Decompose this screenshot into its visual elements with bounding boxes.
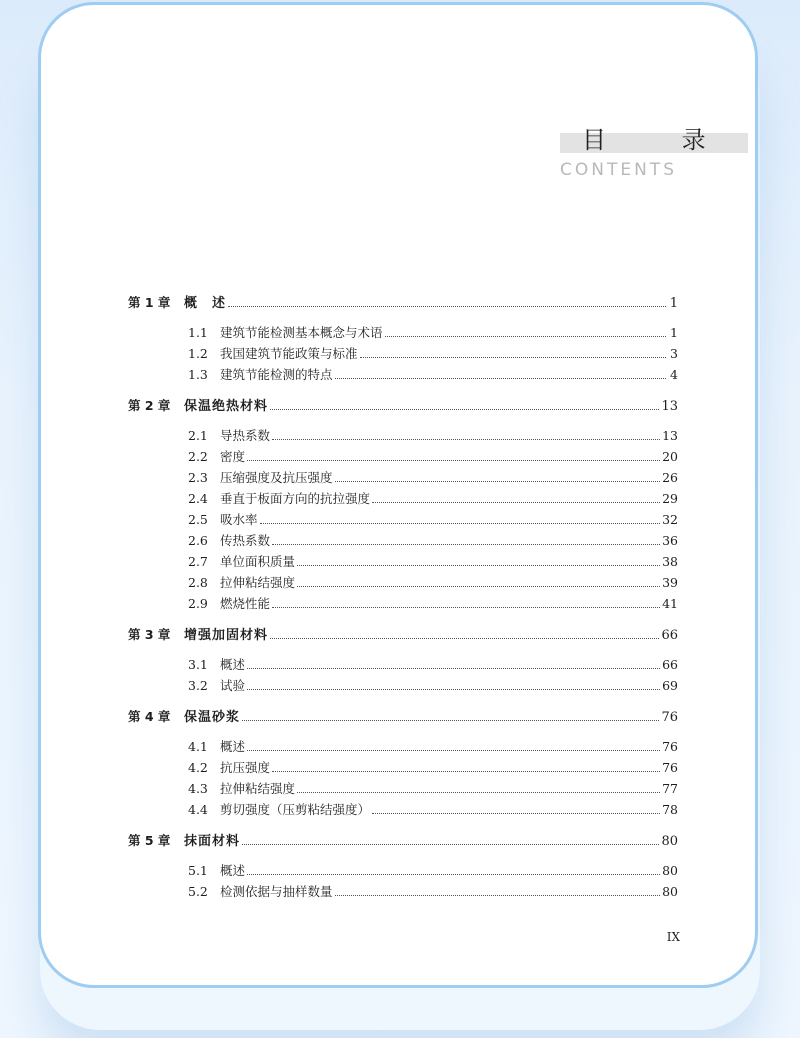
- toc-entry-page: 26: [662, 470, 678, 485]
- toc-entry-page: 39: [662, 575, 678, 590]
- toc-entry-page: 3: [670, 346, 678, 361]
- toc-section-entry[interactable]: [128, 488, 678, 509]
- toc-entry-page: 13: [662, 428, 678, 443]
- dot-leader: [372, 812, 660, 814]
- toc-entry-title: 抹面材料: [184, 834, 241, 849]
- toc-entry-number: 2.8: [188, 575, 208, 590]
- toc-entry-page: 29: [662, 491, 678, 506]
- page-title: 目 录: [582, 126, 740, 154]
- toc-entry-page: 66: [662, 657, 678, 672]
- toc-entry-page: 38: [662, 554, 678, 569]
- toc-entry-page: 41: [662, 596, 678, 611]
- toc-section-entry[interactable]: [128, 322, 678, 343]
- toc-entry-page: 66: [661, 628, 678, 643]
- toc-entry-page: 13: [661, 399, 678, 414]
- table-of-contents: [128, 292, 678, 902]
- toc-section-entry[interactable]: [128, 860, 678, 881]
- toc-section-entry[interactable]: [128, 343, 678, 364]
- dot-leader: [372, 501, 660, 503]
- dot-leader: [270, 408, 659, 410]
- toc-entry-number: 第 1 章: [128, 295, 171, 310]
- toc-chapter-entry[interactable]: [128, 292, 678, 313]
- toc-entry-number: 2.6: [188, 533, 208, 548]
- toc-section-entry[interactable]: [128, 799, 678, 820]
- toc-entry-number: 2.1: [188, 428, 208, 443]
- toc-entry-number: 1.1: [188, 325, 208, 340]
- toc-entry-title: 建筑节能检测基本概念与术语: [220, 325, 383, 340]
- toc-section-entry[interactable]: [128, 593, 678, 614]
- dot-leader: [247, 873, 660, 875]
- toc-section-entry[interactable]: [128, 572, 678, 593]
- toc-section-entry[interactable]: [128, 654, 678, 675]
- toc-section-entry[interactable]: [128, 675, 678, 696]
- toc-entry-title: 吸水率: [220, 512, 258, 527]
- toc-entry-number: 5.1: [188, 863, 208, 878]
- dot-leader: [270, 637, 659, 639]
- dot-leader: [272, 770, 660, 772]
- toc-entry-title: 保温砂浆: [184, 710, 241, 725]
- toc-section-entry[interactable]: [128, 509, 678, 530]
- toc-entry-title: 拉伸粘结强度: [220, 781, 296, 796]
- toc-entry-number: 第 2 章: [128, 398, 171, 413]
- toc-entry-title: 抗压强度: [220, 760, 271, 775]
- toc-entry-number: 第 4 章: [128, 709, 171, 724]
- dot-leader: [360, 356, 666, 358]
- toc-entry-number: 2.3: [188, 470, 208, 485]
- toc-entry-number: 5.2: [188, 884, 208, 899]
- toc-entry-number: 1.3: [188, 367, 208, 382]
- dot-leader: [228, 305, 666, 307]
- toc-entry-title: 检测依据与抽样数量: [220, 884, 333, 899]
- toc-entry-number: 4.1: [188, 739, 208, 754]
- toc-section-entry[interactable]: [128, 757, 678, 778]
- toc-entry-number: 第 3 章: [128, 627, 171, 642]
- dot-leader: [247, 688, 660, 690]
- toc-entry-page: 32: [662, 512, 678, 527]
- toc-entry-title: 传热系数: [220, 533, 271, 548]
- dot-leader: [297, 585, 660, 587]
- toc-entry-title: 概述: [220, 863, 246, 878]
- toc-chapter-entry[interactable]: [128, 706, 678, 727]
- toc-entry-number: 1.2: [188, 346, 208, 361]
- toc-entry-number: 2.7: [188, 554, 208, 569]
- dot-leader: [272, 438, 660, 440]
- toc-entry-title: 压缩强度及抗压强度: [220, 470, 333, 485]
- toc-section-entry[interactable]: [128, 364, 678, 385]
- toc-entry-title: 拉伸粘结强度: [220, 575, 296, 590]
- dot-leader: [385, 335, 666, 337]
- toc-entry-page: 76: [662, 739, 678, 754]
- toc-entry-title: 保温绝热材料: [184, 399, 269, 414]
- toc-entry-number: 3.1: [188, 657, 208, 672]
- dot-leader: [247, 667, 660, 669]
- toc-section-entry[interactable]: [128, 530, 678, 551]
- toc-entry-page: 76: [662, 760, 678, 775]
- dot-leader: [247, 459, 660, 461]
- dot-leader: [297, 791, 660, 793]
- toc-entry-number: 4.4: [188, 802, 208, 817]
- toc-entry-title: 概述: [220, 657, 246, 672]
- toc-entry-title: 概述: [220, 739, 246, 754]
- toc-entry-number: 4.3: [188, 781, 208, 796]
- dot-leader: [335, 894, 661, 896]
- dot-leader: [260, 522, 661, 524]
- toc-entry-page: 78: [662, 802, 678, 817]
- toc-entry-number: 第 5 章: [128, 833, 171, 848]
- toc-section-entry[interactable]: [128, 778, 678, 799]
- toc-section-entry[interactable]: [128, 881, 678, 902]
- toc-entry-title: 试验: [220, 678, 246, 693]
- dot-leader: [272, 543, 660, 545]
- toc-section-entry[interactable]: [128, 551, 678, 572]
- toc-entry-page: 80: [662, 884, 678, 899]
- dot-leader: [335, 480, 661, 482]
- toc-section-entry[interactable]: [128, 425, 678, 446]
- toc-entry-title: 垂直于板面方向的抗拉强度: [220, 491, 371, 506]
- toc-entry-number: 2.5: [188, 512, 208, 527]
- toc-entry-page: 20: [662, 449, 678, 464]
- toc-entry-title: 单位面积质量: [220, 554, 296, 569]
- toc-entry-page: 36: [662, 533, 678, 548]
- toc-entry-page: 77: [662, 781, 678, 796]
- toc-entry-title: 我国建筑节能政策与标准: [220, 346, 358, 361]
- toc-chapter-entry[interactable]: [128, 395, 678, 416]
- toc-entry-title: 增强加固材料: [184, 628, 269, 643]
- toc-entry-page: 69: [662, 678, 678, 693]
- toc-entry-page: 80: [661, 834, 678, 849]
- toc-entry-title: 密度: [220, 449, 246, 464]
- toc-section-entry[interactable]: [128, 467, 678, 488]
- toc-entry-page: 80: [662, 863, 678, 878]
- toc-entry-number: 4.2: [188, 760, 208, 775]
- toc-entry-title: 燃烧性能: [220, 596, 271, 611]
- toc-section-entry[interactable]: [128, 446, 678, 467]
- page-number: IX: [666, 930, 680, 944]
- toc-entry-title: 剪切强度（压剪粘结强度）: [220, 802, 371, 817]
- page-subtitle: CONTENTS: [560, 160, 677, 180]
- dot-leader: [242, 719, 659, 721]
- dot-leader: [242, 843, 659, 845]
- dot-leader: [247, 749, 660, 751]
- dot-leader: [272, 606, 660, 608]
- toc-entry-title: 导热系数: [220, 428, 271, 443]
- toc-entry-page: 4: [670, 367, 678, 382]
- toc-entry-number: 2.4: [188, 491, 208, 506]
- dot-leader: [297, 564, 660, 566]
- toc-entry-title: 概 述: [184, 296, 227, 311]
- toc-entry-number: 3.2: [188, 678, 208, 693]
- toc-entry-page: 1: [670, 325, 678, 340]
- toc-entry-number: 2.9: [188, 596, 208, 611]
- dot-leader: [335, 377, 666, 379]
- toc-chapter-entry[interactable]: [128, 830, 678, 851]
- toc-section-entry[interactable]: [128, 736, 678, 757]
- toc-entry-page: 1: [669, 296, 678, 311]
- toc-entry-number: 2.2: [188, 449, 208, 464]
- toc-entry-page: 76: [661, 710, 678, 725]
- toc-entry-title: 建筑节能检测的特点: [220, 367, 333, 382]
- toc-chapter-entry[interactable]: [128, 624, 678, 645]
